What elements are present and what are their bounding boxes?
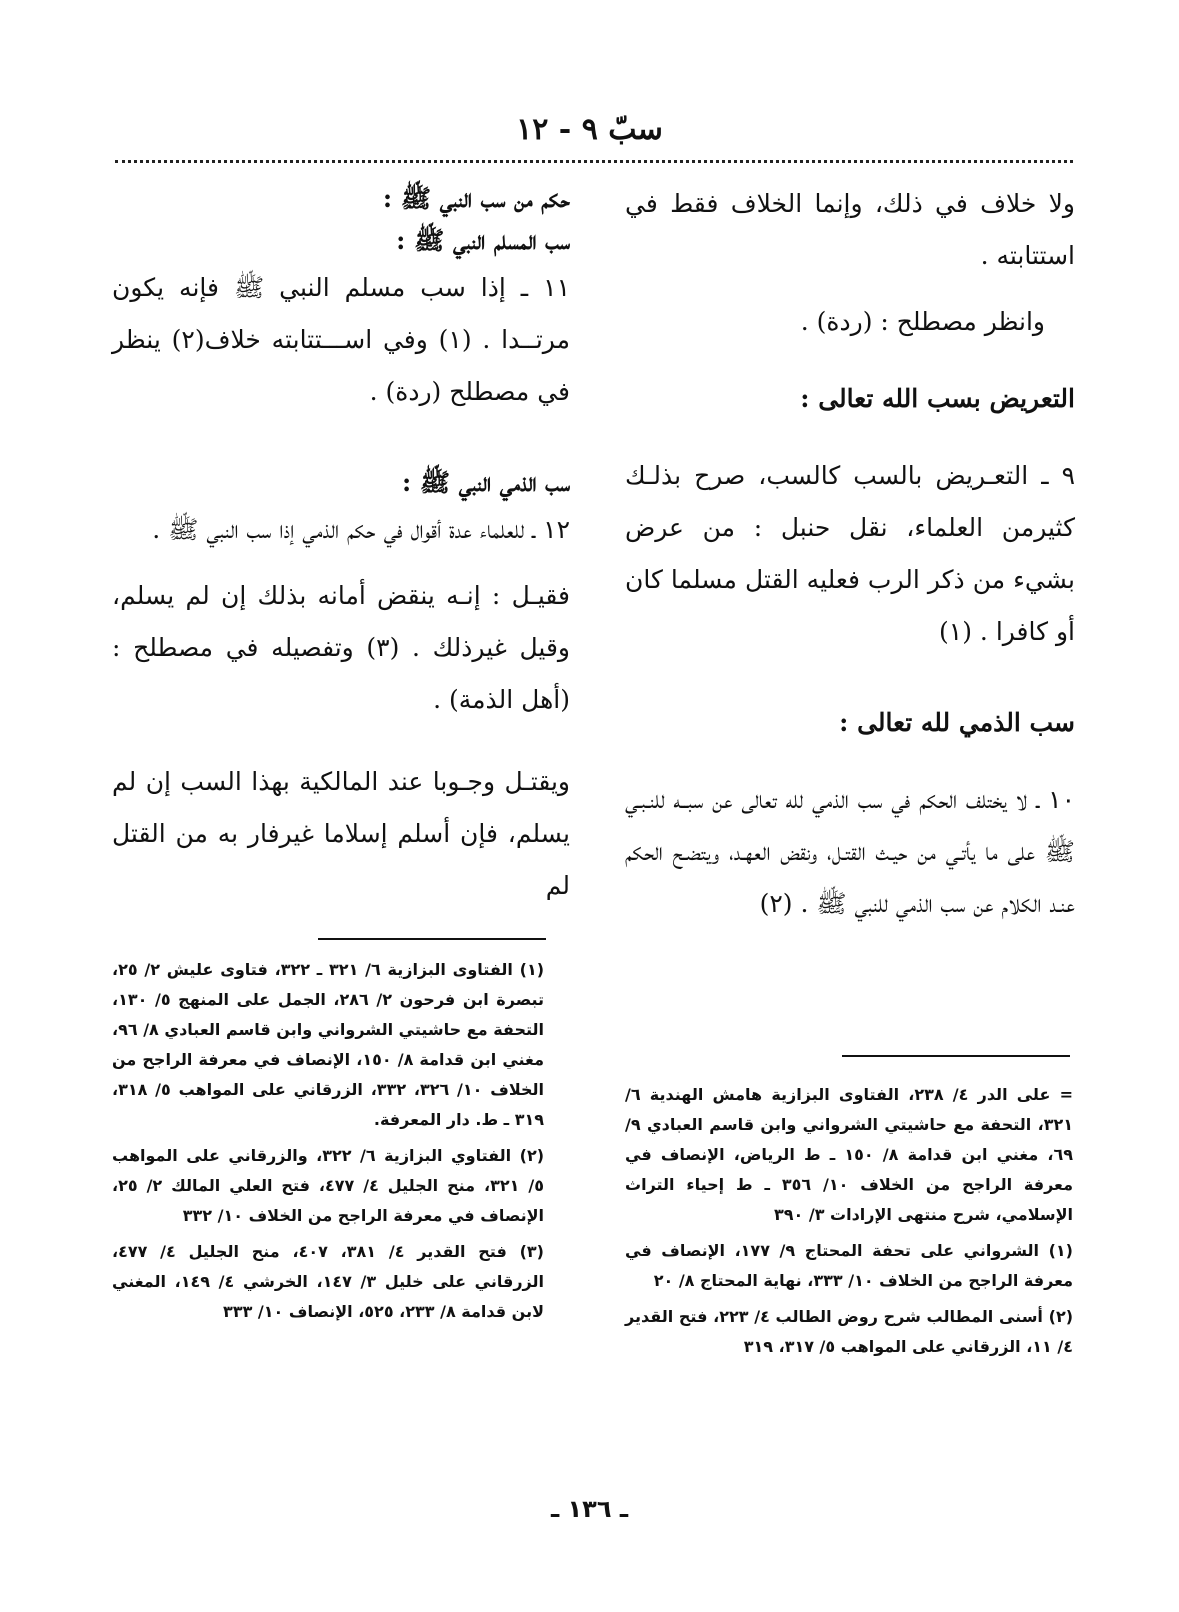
heading-dhimmi-prophet: سب الذمي النبي ﷺ : — [401, 468, 570, 497]
right-column — [625, 178, 1075, 930]
footnote-left-3: (٣) فتح القدير ٤/ ٣٨١، ٤٠٧، منح الجليل ٤/ ٤٧٧، الزرقاني على خليل ٣/ ١٤٧، الخرشي ٤/ ١٤٩، المغني لابن قدامة ٨/ ٢٣٣، ٥٢٥، الإنصاف ١٠/ ٣٣٣ — [112, 1242, 545, 1321]
running-header-title: سبّ ٩ - ١٢ — [516, 112, 663, 147]
footnote-right-1: (١) الشرواني على تحفة المحتاج ٩/ ١٧٧، الإنصاف في معرفة الراجح من الخلاف ١٠/ ٣٣٣، نهاية المحتاج ٨/ ٢٠ — [625, 1241, 1073, 1290]
paragraph-10: ١٠ ـ لا يختلف الحكم في سب الذمي لله تعالى عن سبــه للنـبـي ﷺ على ما يأتـي من حيـث القتـل، ونقض العهـد، ويتضـح الحكم عنـد الكلام عن سب الذمي للنبي ﷺ . (٢) — [625, 785, 1075, 918]
footnotes-left — [112, 955, 544, 1333]
paragraph-11: ١١ ـ إذا سب مسلم النبي ﷺ فإنه يكون مرتــدا . (١) وفي اســـتتابته خلاف(٢) ينظر في مصطلح (ردة) . — [112, 273, 570, 406]
footnote-left-1: (١) الفتاوى البزازية ٦/ ٣٢١ ـ ٣٢٢، فتاوى عليش ٢/ ٢٥، تبصرة ابن فرحون ٢/ ٢٨٦، الجمل على المنهج ٥/ ١٣٠، التحفة مع حاشيتي الشرواني وابن قاسم العبادي ٨/ ٩٦، مغني ابن قدامة ٨/ ١٥٠، الإنصاف في معرفة الراجح من الخلاف ١٠/ ٣٢٦، ٣٣٢، الزرقاني على المواهب ٥/ ٣١٨، ٣١٩ ـ ط. دار المعرفة. — [112, 960, 545, 1129]
paragraph-yuqtal: ويقتـل وجـوبا عند المالكية بهذا السب إن لم يسلم، فإن أسلم إسلاما غيرفار به من القتل لم — [112, 767, 570, 900]
heading-hukm: حكم من سب النبي ﷺ : — [382, 184, 570, 213]
heading-muslim: سب المسلم النبي ﷺ : — [396, 226, 570, 255]
heading-taarid: التعريض بسب الله تعالى : — [800, 384, 1075, 413]
footnote-right-continuation: = على الدر ٤/ ٢٣٨، الفتاوى البزازية هامش الهندية ٦/ ٣٢١، التحفة مع حاشيتي الشرواني وابن قاسم العبادي ٩/ ٦٩، مغني ابن قدامة ٨/ ١٥٠ ـ ط الرياض، الإنصاف في معرفة الراجح من الخلاف ١٠/ ٣٥٦ ـ ط إحياء التراث الإسلامي، شرح منتهى الإرادات ٣/ ٣٩٠ — [625, 1085, 1074, 1224]
footnote-rule-left — [318, 938, 546, 940]
heading-dhimmi-allah: سب الذمي لله تعالى : — [839, 708, 1075, 737]
header-dotted-rule — [115, 160, 1073, 163]
paragraph-qil: فقيـل : إنـه ينقض أمانه بذلك إن لم يسلم، وقيل غيرذلك . (٣) وتفصيله في مصطلح : (أهل الذمة) . — [112, 581, 570, 714]
footnote-right-2: (٢) أسنى المطالب شرح روض الطالب ٤/ ٢٢٣، فتح القدير ٤/ ١١، الزرقاني على المواهب ٥/ ٣١٧، ٣١٩ — [625, 1307, 1074, 1356]
paragraph-intro: ولا خلاف في ذلك، وإنما الخلاف فقط في استتابته . — [625, 189, 1075, 270]
paragraph-see-term: وانظر مصطلح : (ردة) . — [800, 307, 1045, 336]
page-number: ـ ١٣٦ ـ — [550, 1495, 629, 1523]
left-column — [112, 178, 570, 912]
paragraph-9: ٩ ـ التعـريض بالسب كالسب، صرح بذلـك كثيرمن العلماء، نقل حنبل : من عرض بشيء من ذكر الرب فعليه القتل مسلما كان أو كافرا . (١) — [625, 461, 1075, 646]
paragraph-12: ١٢ ـ للعلماء عدة أقوال في حكم الذمي إذا سب النبي ﷺ . — [152, 515, 570, 544]
footnote-left-2: (٢) الفتاوي البزازية ٦/ ٣٢٢، والزرقاني على المواهب ٥/ ٣٢١، منح الجليل ٤/ ٤٧٧، فتح العلي المالك ٢/ ٢٥، الإنصاف في معرفة الراجح من الخلاف ١٠/ ٣٣٢ — [112, 1146, 545, 1225]
footnotes-right — [625, 1080, 1073, 1368]
footnote-rule-right — [842, 1055, 1070, 1057]
